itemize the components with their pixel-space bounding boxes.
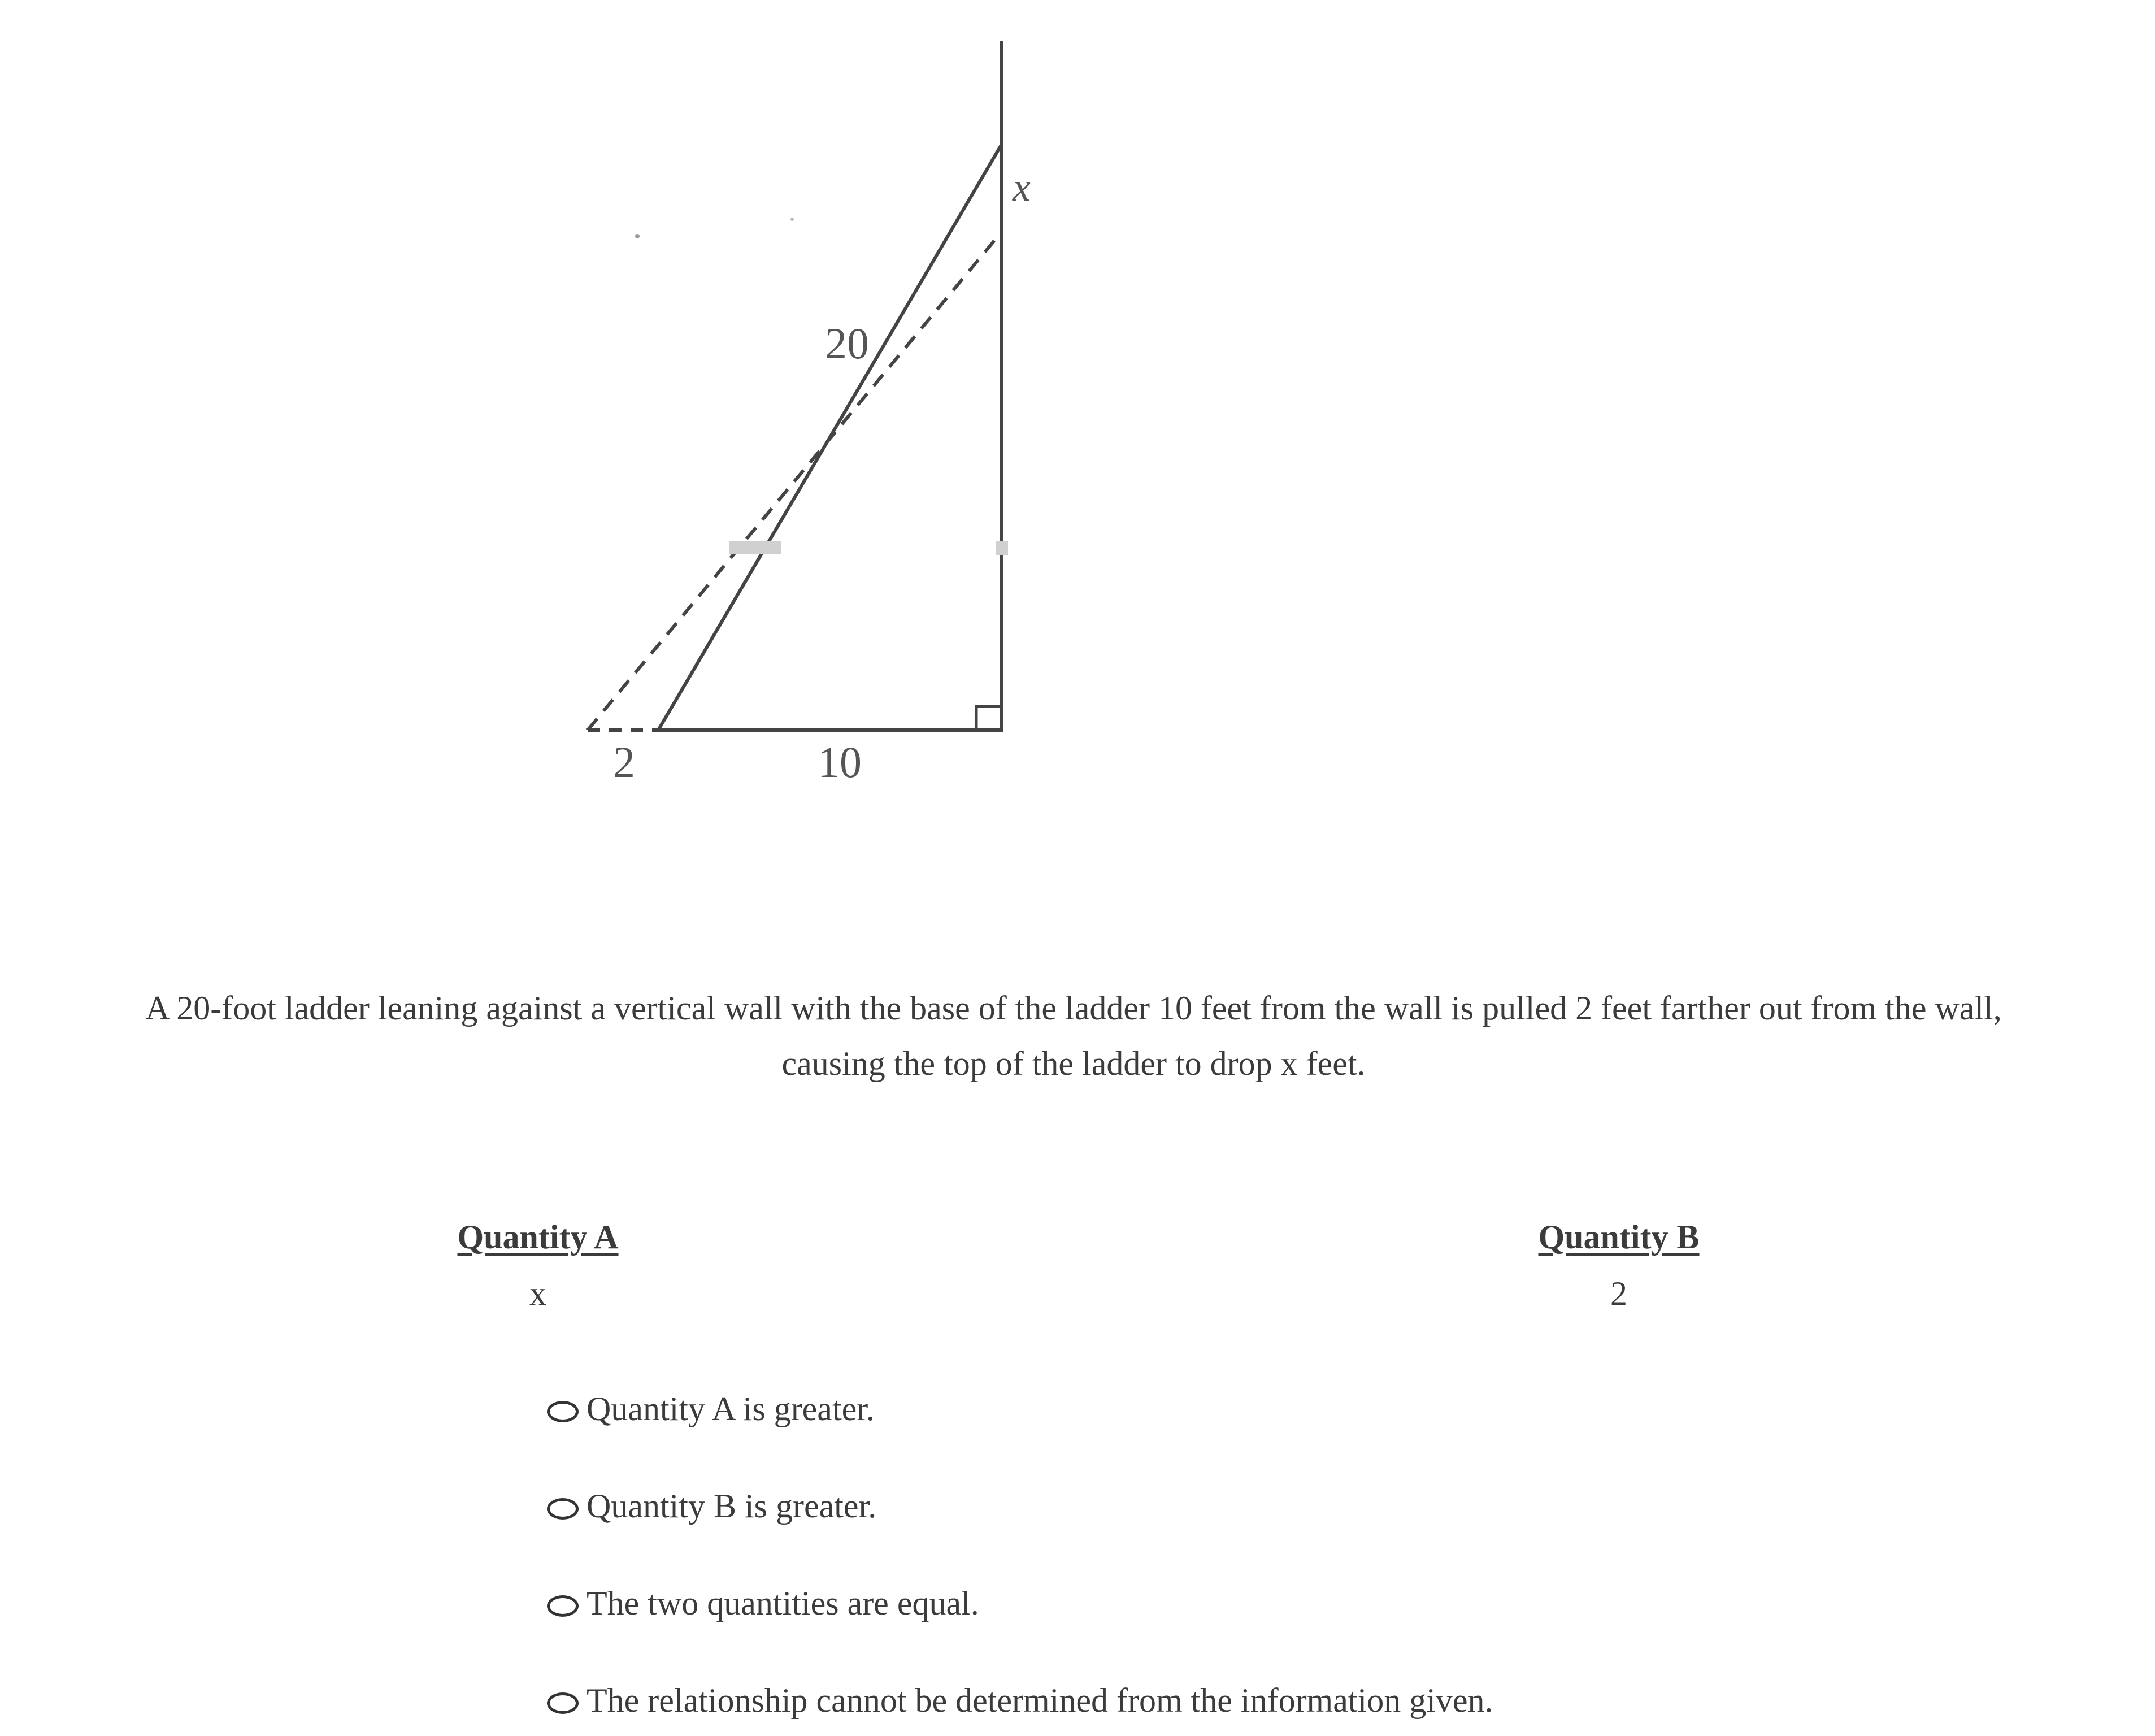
quantity-b-heading: Quantity B (1538, 1218, 1700, 1256)
choice-label: The relationship cannot be determined from the information given. (586, 1681, 1493, 1719)
label-pull-distance: 2 (613, 737, 635, 787)
quantity-b-value: 2 (1610, 1275, 1627, 1312)
radio-button[interactable] (547, 1401, 579, 1422)
question-text: A 20-foot ladder leaning against a vertical wall with the base of the ladder 10 feet from the wall is pulled 2 feet farther out from the wall, causing the top of the ladder to drop x feet. (145, 989, 2002, 1082)
ladder-moved-dashed (588, 232, 1002, 730)
choice-label: Quantity A is greater. (586, 1390, 875, 1427)
right-angle-marker (976, 706, 1002, 730)
answer-choice-cannot-determine[interactable] (547, 1675, 1493, 1726)
label-ladder-length: 20 (825, 319, 869, 368)
marker-right (996, 541, 1008, 555)
label-base-distance: 10 (818, 737, 862, 787)
radio-button[interactable] (547, 1498, 579, 1520)
answer-choice-equal[interactable] (547, 1578, 979, 1629)
speck (790, 218, 794, 221)
choice-label: The two quantities are equal. (586, 1584, 979, 1622)
quantity-a-heading: Quantity A (457, 1218, 619, 1256)
choice-label: Quantity B is greater. (586, 1487, 877, 1525)
radio-button[interactable] (547, 1595, 579, 1617)
ladder-diagram (0, 0, 2155, 836)
speck (635, 234, 640, 238)
label-drop-x: x (1013, 164, 1031, 210)
answer-choice-b-greater[interactable] (547, 1481, 876, 1531)
answer-choice-a-greater[interactable] (547, 1383, 875, 1434)
marker-left (729, 541, 781, 554)
quantity-a-value: x (529, 1275, 546, 1312)
radio-button[interactable] (547, 1692, 579, 1714)
